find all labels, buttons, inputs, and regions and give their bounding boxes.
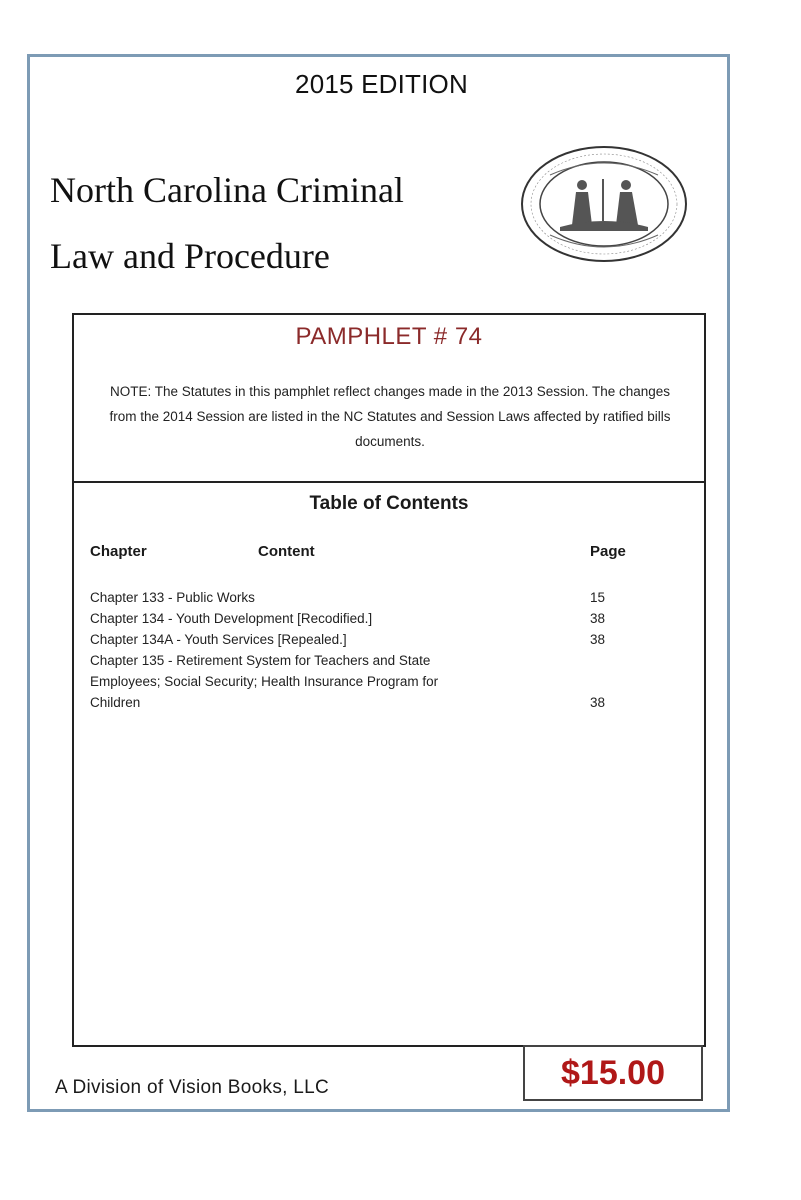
toc-entry-page: 38 [590, 632, 606, 647]
toc-entry-page: 15 [590, 590, 606, 605]
book-cover [27, 54, 730, 1112]
toc-entry [90, 608, 650, 629]
toc-entry-text: Chapter 133 - Public Works [90, 590, 255, 605]
title-line-1: North Carolina Criminal [50, 170, 404, 210]
toc-header-chapter: Chapter [90, 543, 147, 560]
toc-entry-page: 38 [590, 695, 606, 710]
title-line-2: Law and Procedure [50, 236, 330, 276]
note-section [74, 315, 704, 483]
contents-box [72, 313, 706, 1047]
edition-note: NOTE: The Statutes in this pamphlet reflect changes made in the 2013 Session. The changes from the 2014 Session are listed in the NC Statutes and Session Laws affected by ratified bills documents. [109, 384, 671, 449]
toc-entry [90, 629, 650, 650]
toc-header-page: Page [590, 543, 626, 560]
publisher-division: A Division of Vision Books, LLC [55, 1077, 330, 1098]
nc-state-seal-icon [520, 145, 688, 263]
toc-list [90, 587, 650, 713]
edition-label: 2015 EDITION [295, 69, 468, 99]
toc-entry-page: 38 [590, 611, 606, 626]
pamphlet-number: PAMPHLET # 74 [295, 323, 483, 350]
toc-entry [90, 650, 650, 713]
toc-entry-text: Chapter 134A - Youth Services [Repealed.] [90, 632, 347, 647]
toc-entry [90, 587, 650, 608]
toc-header-content: Content [258, 543, 315, 560]
toc-title: Table of Contents [309, 493, 469, 514]
price-tag: $15.00 [523, 1045, 703, 1101]
toc-entry-text: Chapter 135 - Retirement System for Teachers and State Employees; Social Security; Health Insurance Program for Children [90, 653, 439, 710]
toc-entry-text: Chapter 134 - Youth Development [Recodified.] [90, 611, 373, 626]
